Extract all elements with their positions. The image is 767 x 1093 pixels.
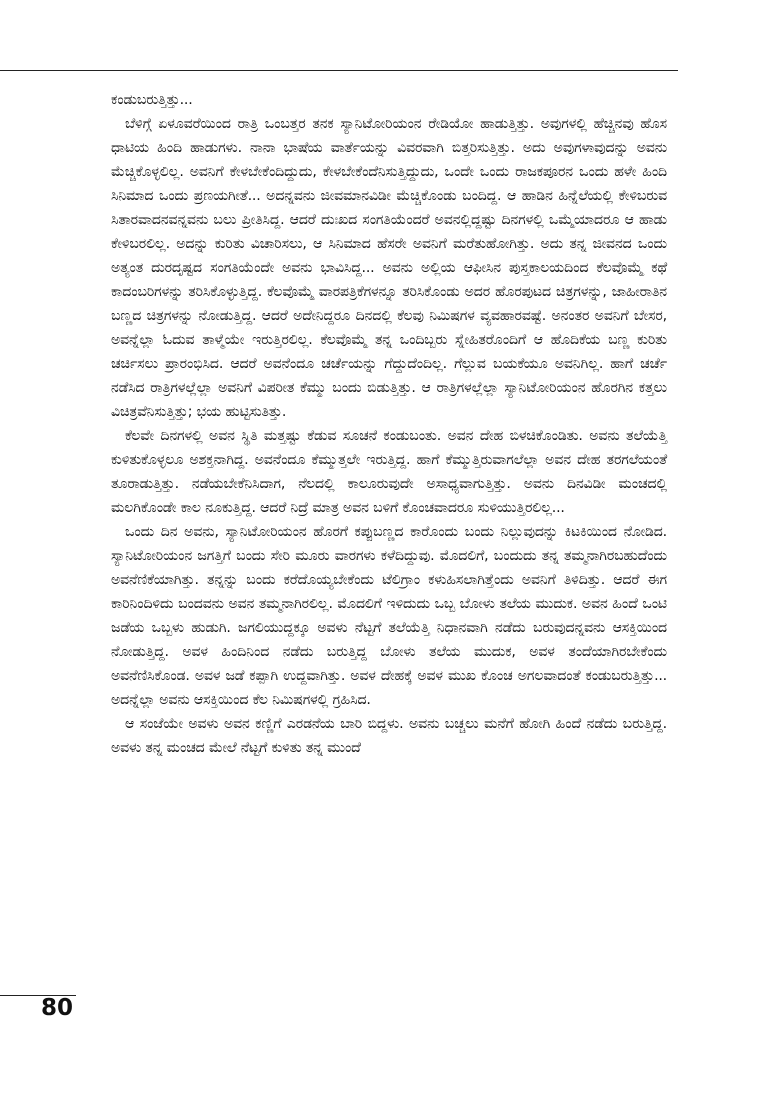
paragraph: ಕೆಲವೇ ದಿನಗಳಲ್ಲಿ ಅವನ ಸ್ಥಿತಿ ಮತ್ತಷ್ಟು ಕೆಡುವ ಸೂಚನೆ ಕಂಡುಬಂತು. ಅವನ ದೇಹ ಬಿಳಚಿಕೊಂಡಿತು. ಅವನು ತಲೆಯೆತ್ತಿ ಕುಳಿತುಕೊಳ್ಳಲೂ ಅಶಕ್ತನಾಗಿದ್ದ. ಅವನೆಂದೂ ಕೆಮ್ಮುತ್ತಲೇ ಇರುತ್ತಿದ್ದ. ಹಾಗೆ ಕೆಮ್ಮುತ್ತಿರುವಾಗಲೆಲ್ಲಾ ಅವನ ದೇಹ ತರಗಲೆಯಂತೆ ತೂರಾಡುತ್ತಿತ್ತು. ನಡೆಯಬೇಕೆನಿಸಿದಾಗ, ನೆಲದಲ್ಲಿ ಕಾಲೂರುವುದೇ ಅಸಾಧ್ಯವಾಗುತ್ತಿತ್ತು. ಅವನು ದಿನವಿಡೀ ಮಂಚದಲ್ಲಿ ಮಲಗಿಕೊಂಡೇ ಕಾಲ ನೂಕುತ್ತಿದ್ದ. ಆದರೆ ನಿದ್ರೆ ಮಾತ್ರ ಅವನ ಬಳಿಗೆ ಕೊಂಚವಾದರೂ ಸುಳಿಯುತ್ತಿರಲಿಲ್ಲ... bbox=[111, 428, 667, 516]
top-rule bbox=[0, 70, 678, 71]
page-text bbox=[111, 88, 667, 760]
paragraph: ಆ ಸಂಜೆಯೇ ಅವಳು ಅವನ ಕಣ್ಣಿಗೆ ಎರಡನೆಯ ಬಾರಿ ಬಿದ್ದಳು. ಅವನು ಬಚ್ಚಲು ಮನೆಗೆ ಹೋಗಿ ಹಿಂದೆ ನಡೆದು ಬರುತ್ತಿದ್ದ. ಅವಳು ತನ್ನ ಮಂಚದ ಮೇಲೆ ನೆಟ್ಟಗೆ ಕುಳಿತು ತನ್ನ ಮುಂದೆ bbox=[111, 716, 667, 756]
paragraph: ಬೆಳಿಗ್ಗೆ ಏಳೂವರೆಯಿಂದ ರಾತ್ರಿ ಒಂಬತ್ತರ ತನಕ ಸ್ಯಾನಿಟೋರಿಯಂನ ರೇಡಿಯೋ ಹಾಡುತ್ತಿತ್ತು. ಅವುಗಳಲ್ಲಿ ಹೆಚ್ಚಿನವು ಹೊಸ ಧಾಟಿಯ ಹಿಂದಿ ಹಾಡುಗಳು. ನಾನಾ ಭಾಷೆಯ ವಾರ್ತೆಯನ್ನು ವಿವರವಾಗಿ ಬಿತ್ತರಿಸುತ್ತಿತ್ತು. ಅದು ಅವುಗಳಾವುದನ್ನು ಅವನು ಮೆಚ್ಚಿಕೊಳ್ಳಲಿಲ್ಲ. ಅವನಿಗೆ ಕೇಳಬೇಕೆಂದಿದ್ದುದು, ಕೇಳಬೇಕೆಂದೆನಿಸುತ್ತಿದ್ದುದು, ಒಂದೇ ಒಂದು ರಾಜಕಪೂರನ ಒಂದು ಹಳೇ ಹಿಂದಿ ಸಿನಿಮಾದ ಒಂದು ಪ್ರಣಯಗೀತೆ... ಅದನ್ನವನು ಜೀವಮಾನವಿಡೀ ಮೆಚ್ಚಿಕೊಂಡು ಬಂದಿದ್ದ. ಆ ಹಾಡಿನ ಹಿನ್ನೆಲೆಯಲ್ಲಿ ಕೇಳಿಬರುವ ಸಿತಾರವಾದನವನ್ನವನು ಬಲು ಪ್ರೀತಿಸಿದ್ದ. ಆದರೆ ದುಃಖದ ಸಂಗತಿಯೆಂದರೆ ಅವನಲ್ಲಿದ್ದಷ್ಟು ದಿನಗಳಲ್ಲಿ ಒಮ್ಮೆಯಾದರೂ ಆ ಹಾಡು ಕೇಳಿಬರಲಿಲ್ಲ. ಅದನ್ನು ಕುರಿತು ವಿಚಾರಿಸಲು, ಆ ಸಿನಿಮಾದ ಹೆಸರೇ ಅವನಿಗೆ ಮರೆತುಹೋಗಿತ್ತು. ಅದು ತನ್ನ ಜೀವನದ ಒಂದು ಅತ್ಯಂತ ದುರದೃಷ್ಟದ ಸಂಗತಿಯೆಂದೇ ಅವನು ಭಾವಿಸಿದ್ದ... ಅವನು ಅಲ್ಲಿಯ ಆಫೀಸಿನ ಪುಸ್ತಕಾಲಯದಿಂದ ಕೆಲವೊಮ್ಮೆ ಕಥೆ ಕಾದಂಬರಿಗಳನ್ನು ತರಿಸಿಕೊಳ್ಳುತ್ತಿದ್ದ. ಕೆಲವೊಮ್ಮೆ ವಾರಪತ್ರಿಕೆಗಳನ್ನೂ ತರಿಸಿಕೊಂಡು ಅದರ ಹೊರಪುಟದ ಚಿತ್ರಗಳನ್ನು, ಜಾಹೀರಾತಿನ ಬಣ್ಣದ ಚಿತ್ರಗಳನ್ನು ನೋಡುತ್ತಿದ್ದ. ಆದರೆ ಅದೇನಿದ್ದರೂ ದಿನದಲ್ಲಿ ಕೆಲವು ನಿಮಿಷಗಳ ವ್ಯವಹಾರವಷ್ಟೆ. ಅನಂತರ ಅವನಿಗೆ ಬೇಸರ, ಅವನ್ನೆಲ್ಲಾ ಓದುವ ತಾಳ್ಮೆಯೇ ಇರುತ್ತಿರಲಿಲ್ಲ. ಕೆಲವೊಮ್ಮೆ ತನ್ನ ಒಂದಿಬ್ಬರು ಸ್ನೇಹಿತರೊಂದಿಗೆ ಆ ಹೊದಿಕೆಯ ಬಣ್ಣ ಕುರಿತು ಚರ್ಚಿಸಲು ಪ್ರಾರಂಭಿಸಿದ. ಆದರೆ ಅವನೆಂದೂ ಚರ್ಚೆಯನ್ನು ಗೆದ್ದುದೆಂದಿಲ್ಲ. ಗೆಲ್ಲುವ ಬಯಕೆಯೂ ಅವನಿಗಿಲ್ಲ. ಹಾಗೆ ಚರ್ಚೆ ನಡೆಸಿದ ರಾತ್ರಿಗಳಲ್ಲೆಲ್ಲಾ ಅವನಿಗೆ ವಿಪರೀತ ಕೆಮ್ಮು ಬಂದು ಬಿಡುತ್ತಿತ್ತು. ಆ ರಾತ್ರಿಗಳಲ್ಲೆಲ್ಲಾ ಸ್ಯಾನಿಟೋರಿಯಂನ ಹೊರಗಿನ ಕತ್ತಲು ವಿಚಿತ್ರವೆನಿಸುತ್ತಿತ್ತು; ಭಯ ಹುಟ್ಟಿಸುತಿತ್ತು. bbox=[111, 116, 667, 420]
paragraph: ಒಂದು ದಿನ ಅವನು, ಸ್ಯಾನಿಟೋರಿಯಂನ ಹೊರಗೆ ಕಪ್ಪುಬಣ್ಣದ ಕಾರೊಂದು ಬಂದು ನಿಲ್ಲುವುದನ್ನು ಕಿಟಕಿಯಿಂದ ನೋಡಿದ. ಸ್ಯಾನಿಟೋರಿಯಂನ ಜಗತ್ತಿಗೆ ಬಂದು ಸೇರಿ ಮೂರು ವಾರಗಳು ಕಳೆದಿದ್ದುವು. ಮೊದಲಿಗೆ, ಬಂದುದು ತನ್ನ ತಮ್ಮನಾಗಿರಬಹುದೆಂದು ಅವನೆಣಿಕೆಯಾಗಿತ್ತು. ತನ್ನನ್ನು ಬಂದು ಕರೆದೊಯ್ಯಬೇಕೆಂದು ಟೆಲಿಗ್ರಾಂ ಕಳುಹಿಸಲಾಗಿತ್ತೆಂದು ಅವನಿಗೆ ತಿಳಿದಿತ್ತು. ಆದರೆ ಈಗ ಕಾರಿನಿಂದಿಳಿದು ಬಂದವನು ಅವನ ತಮ್ಮನಾಗಿರಲಿಲ್ಲ. ಮೊದಲಿಗೆ ಇಳಿದುದು ಒಬ್ಬ ಬೋಳು ತಲೆಯ ಮುದುಕ. ಅವನ ಹಿಂದೆ ಒಂಟಿ ಜಡೆಯ ಒಬ್ಬಳು ಹುಡುಗಿ. ಜಗಲಿಯುದ್ದಕ್ಕೂ ಅವಳು ನೆಟ್ಟಗೆ ತಲೆಯೆತ್ತಿ ನಿಧಾನವಾಗಿ ನಡೆದು ಬರುವುದನ್ನವನು ಆಸಕ್ತಿಯಿಂದ ನೋಡುತ್ತಿದ್ದ. ಅವಳ ಹಿಂದಿನಿಂದ ನಡೆದು ಬರುತ್ತಿದ್ದ ಬೋಳು ತಲೆಯ ಮುದುಕ, ಅವಳ ತಂದೆಯಾಗಿರಬೇಕೆಂದು ಅವನೆಣಿಸಿಕೊಂಡ. ಅವಳ ಜಡೆ ಕಪ್ಪಾಗಿ ಉದ್ದವಾಗಿತ್ತು. ಅವಳ ದೇಹಕ್ಕೆ ಅವಳ ಮುಖ ಕೊಂಚ ಅಗಲವಾದಂತೆ ಕಂಡುಬರುತ್ತಿತ್ತು... ಅದನ್ನೆಲ್ಲಾ ಅವನು ಆಸಕ್ತಿಯಿಂದ ಕೆಲ ನಿಮಿಷಗಳಲ್ಲಿ ಗ್ರಹಿಸಿದ. bbox=[111, 524, 667, 708]
paragraph-continuation: ಕಂಡುಬರುತ್ತಿತ್ತು... bbox=[111, 92, 193, 108]
page-number: 80 bbox=[41, 995, 74, 1021]
